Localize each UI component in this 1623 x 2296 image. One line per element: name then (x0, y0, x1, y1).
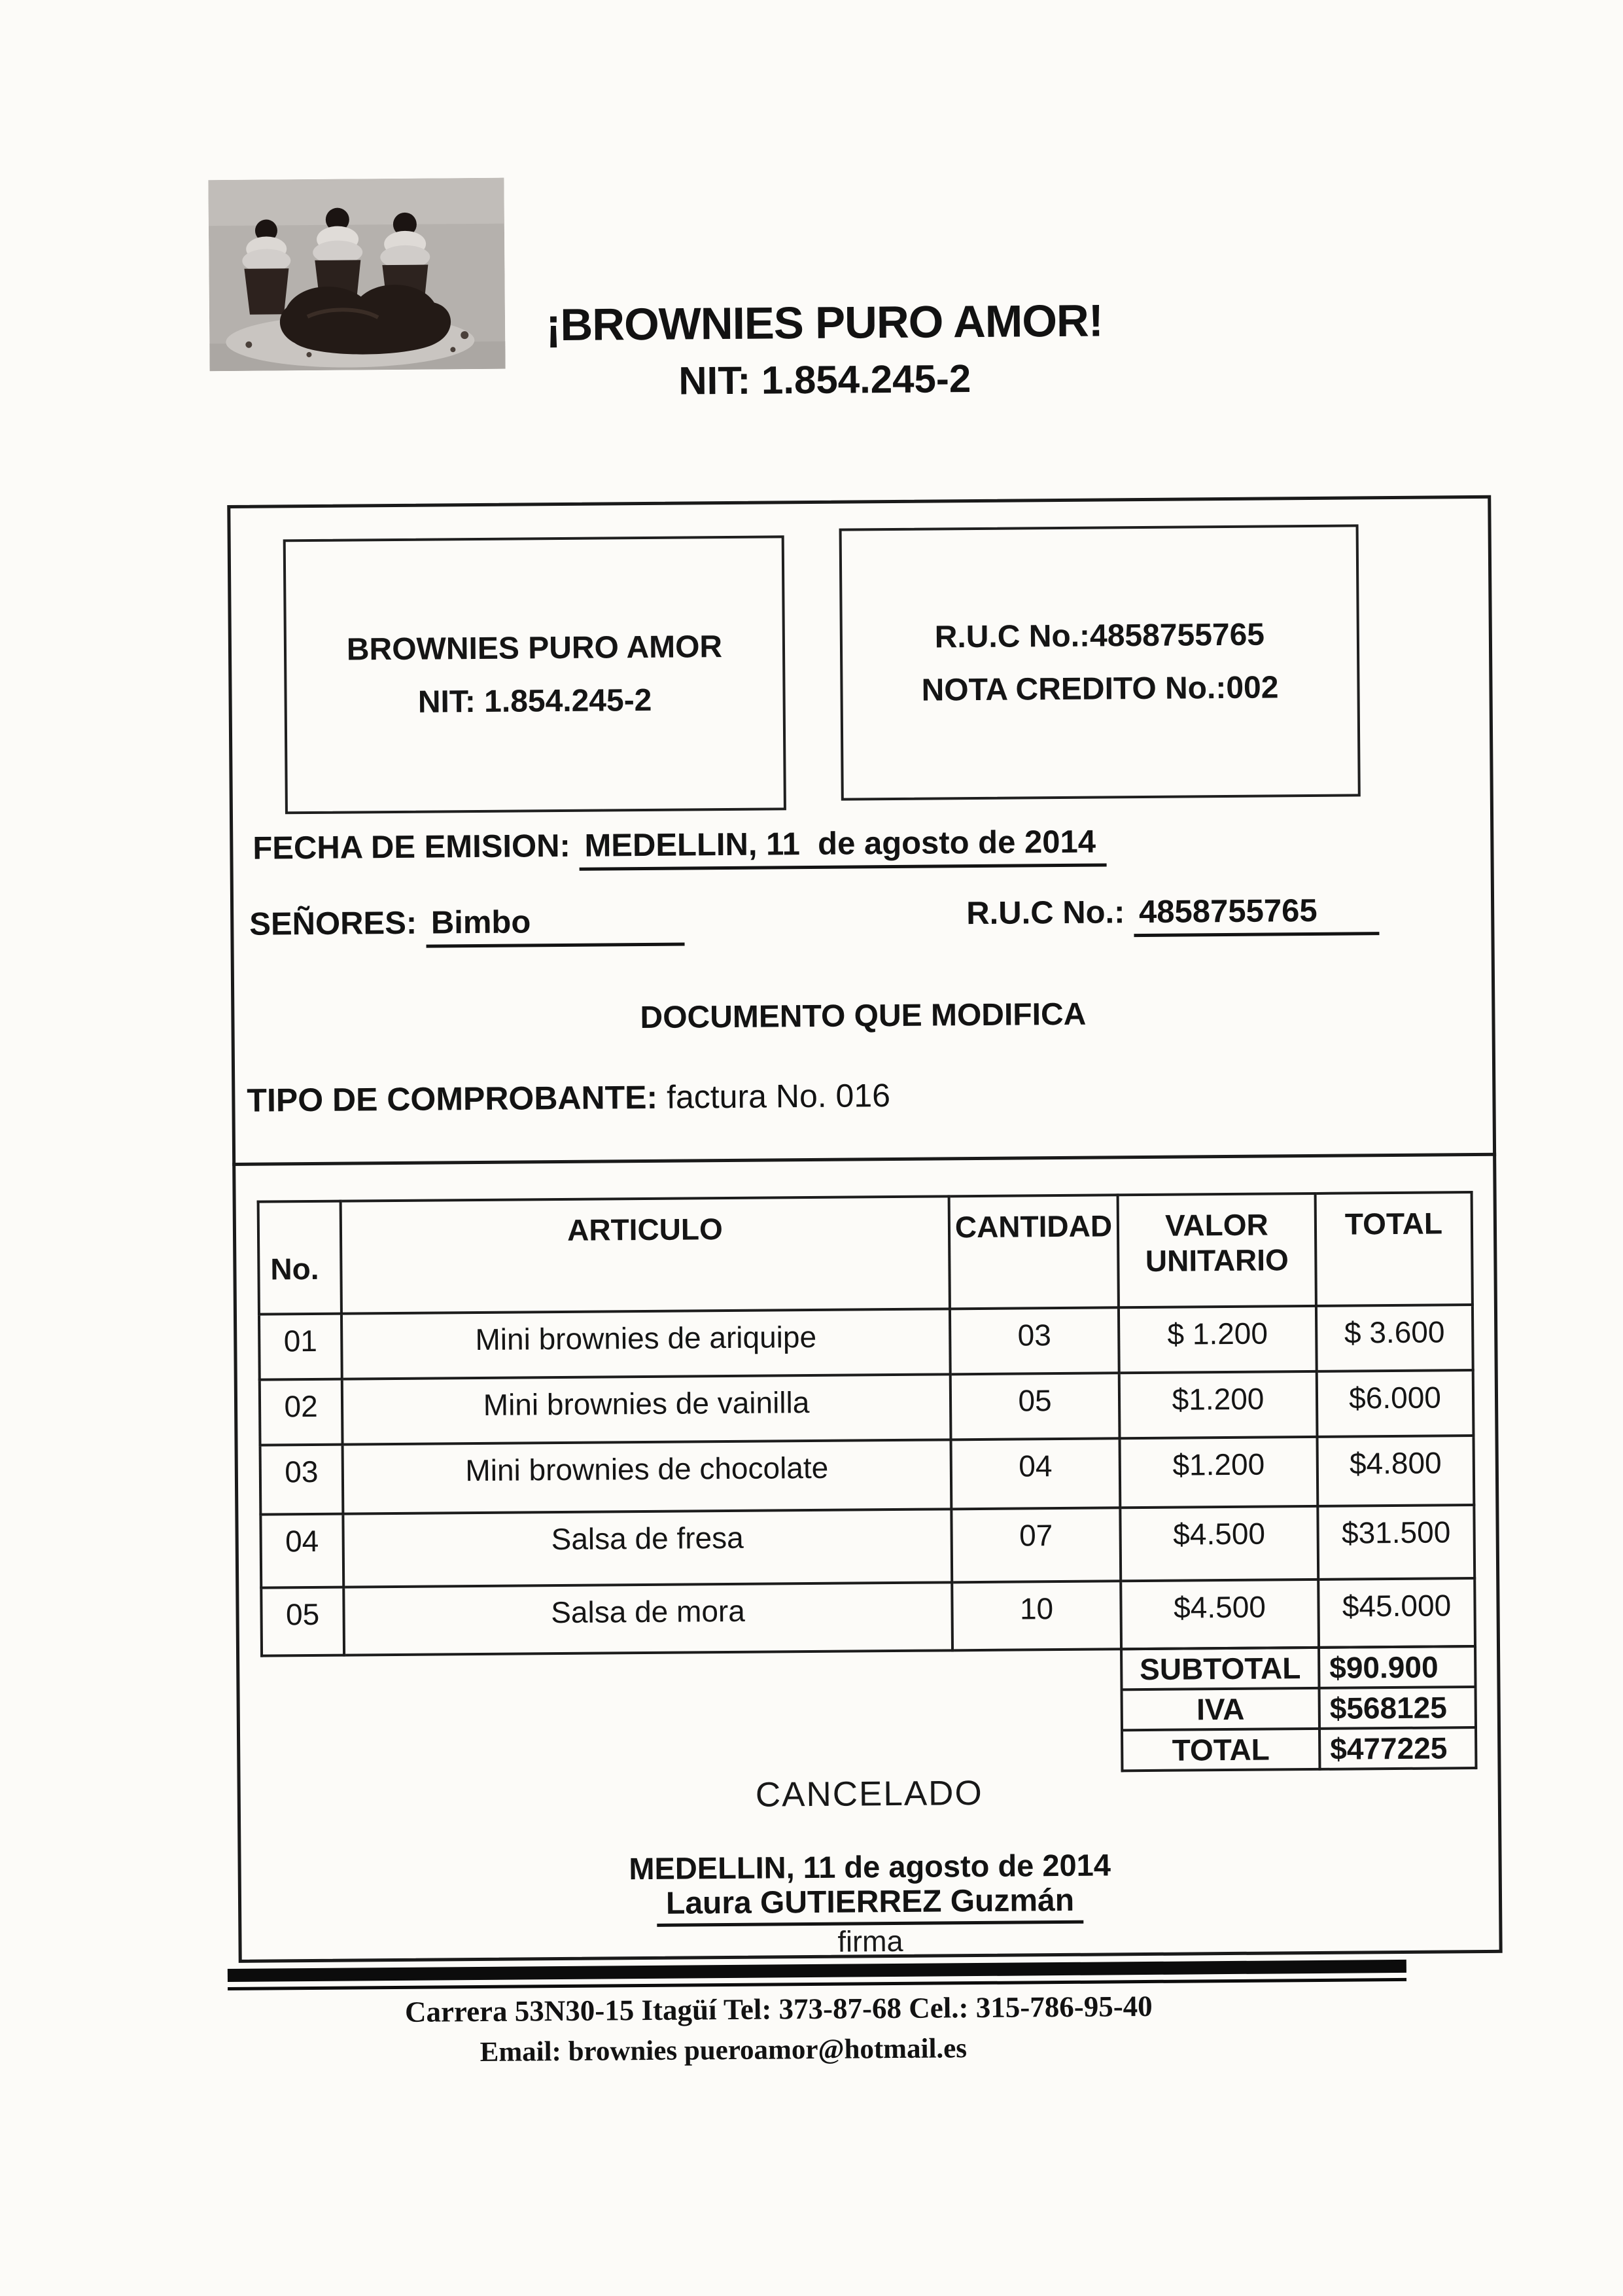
item-total: $31.500 (1318, 1505, 1475, 1580)
item-no: 01 (259, 1314, 342, 1380)
item-valor: $ 1.200 (1119, 1306, 1317, 1373)
header-total: TOTAL (1316, 1192, 1473, 1306)
footer-email: Email: brownies pueroamor@hotmail.es (480, 2033, 968, 2068)
issuer-box (283, 535, 786, 814)
header-valor-unitario: VALOR UNITARIO (1118, 1193, 1316, 1307)
total-label: TOTAL (1122, 1729, 1319, 1771)
table-row (259, 1305, 1473, 1380)
total-value: $477225 (1319, 1727, 1476, 1769)
item-total: $6.000 (1317, 1370, 1474, 1437)
item-no: 04 (260, 1514, 343, 1588)
bottom-rule-thick (228, 1960, 1406, 1982)
customer-value: Bimbo (426, 904, 685, 948)
credit-note-number: NOTA CREDITO No.:002 (921, 670, 1279, 708)
signer-name: Laura GUTIERREZ Guzmán (241, 1879, 1499, 1925)
section-divider (232, 1153, 1496, 1166)
footer (173, 1987, 1384, 2071)
item-articulo: Mini brownies de ariquipe (341, 1309, 951, 1379)
table-row (260, 1370, 1474, 1445)
total-row (1122, 1727, 1476, 1771)
item-articulo: Mini brownies de chocolate (343, 1439, 952, 1513)
firma-label: firma (837, 1924, 903, 1958)
item-valor: $4.500 (1120, 1506, 1318, 1581)
voucher-type-label: TIPO DE COMPROBANTE: (247, 1078, 658, 1119)
modified-document-heading: DOCUMENTO QUE MODIFICA (640, 997, 1087, 1036)
iva-row (1122, 1687, 1476, 1730)
item-no: 03 (260, 1445, 343, 1515)
item-total: $4.800 (1317, 1436, 1474, 1506)
customer-label: SEÑORES: (249, 905, 417, 942)
document-frame (227, 495, 1502, 1963)
customer-line (249, 903, 684, 943)
subtotal-row (1121, 1646, 1475, 1689)
voucher-type-value: factura No. 016 (666, 1077, 891, 1116)
item-articulo: Mini brownies de vainilla (342, 1374, 951, 1444)
item-cantidad: 05 (951, 1373, 1120, 1439)
customer-ruc-label: R.U.C No.: (966, 894, 1125, 932)
customer-ruc-value: 4858755765 (1134, 892, 1380, 937)
subtotal-label: SUBTOTAL (1121, 1648, 1319, 1689)
header-articulo: ARTICULO (341, 1196, 950, 1313)
item-cantidad: 04 (951, 1438, 1121, 1509)
company-nit: NIT: 1.854.245-2 (678, 357, 971, 403)
cancelado-stamp: CANCELADO (755, 1773, 983, 1814)
item-cantidad: 07 (951, 1508, 1121, 1582)
item-total: $ 3.600 (1316, 1305, 1473, 1371)
credit-note-box (839, 524, 1361, 800)
table-row (260, 1436, 1475, 1515)
table-row (261, 1578, 1475, 1656)
item-cantidad: 03 (950, 1307, 1119, 1374)
subtotal-value: $90.900 (1319, 1646, 1475, 1688)
issuer-nit: NIT: 1.854.245-2 (417, 682, 652, 720)
iva-label: IVA (1122, 1688, 1319, 1730)
item-no: 02 (260, 1379, 343, 1445)
items-table (257, 1191, 1476, 1657)
item-valor: $1.200 (1119, 1371, 1318, 1438)
iva-value: $568125 (1319, 1687, 1476, 1729)
item-valor: $1.200 (1120, 1437, 1318, 1508)
header-cantidad: CANTIDAD (949, 1195, 1119, 1309)
item-articulo: Salsa de fresa (343, 1509, 952, 1587)
company-title: ¡BROWNIES PURO AMOR! (546, 295, 1104, 351)
item-no: 05 (261, 1587, 344, 1656)
company-header (399, 296, 1250, 406)
footer-address-phone: Carrera 53N30-15 Itagüí Tel: 373-87-68 Cel.: 315-786-95-40 (404, 1989, 1153, 2028)
table-row (260, 1505, 1475, 1588)
item-articulo: Salsa de mora (343, 1582, 952, 1655)
customer-ruc-line (966, 892, 1380, 932)
header-no: No. (258, 1201, 341, 1315)
voucher-type-line (247, 1076, 890, 1120)
emission-date-label: FECHA DE EMISION: (253, 828, 571, 866)
issuer-name: BROWNIES PURO AMOR (346, 629, 723, 667)
emission-date-value: MEDELLIN, 11 de agosto de 2014 (579, 824, 1106, 870)
emission-date-line (253, 823, 1106, 866)
item-total: $45.000 (1318, 1578, 1475, 1648)
item-valor: $4.500 (1121, 1580, 1319, 1649)
item-cantidad: 10 (952, 1581, 1121, 1650)
totals-table (1120, 1645, 1477, 1772)
items-table-header-row (258, 1192, 1473, 1315)
signature-city-date: MEDELLIN, 11 de agosto de 2014 (629, 1847, 1111, 1886)
credit-ruc: R.U.C No.:4858755765 (934, 617, 1265, 655)
